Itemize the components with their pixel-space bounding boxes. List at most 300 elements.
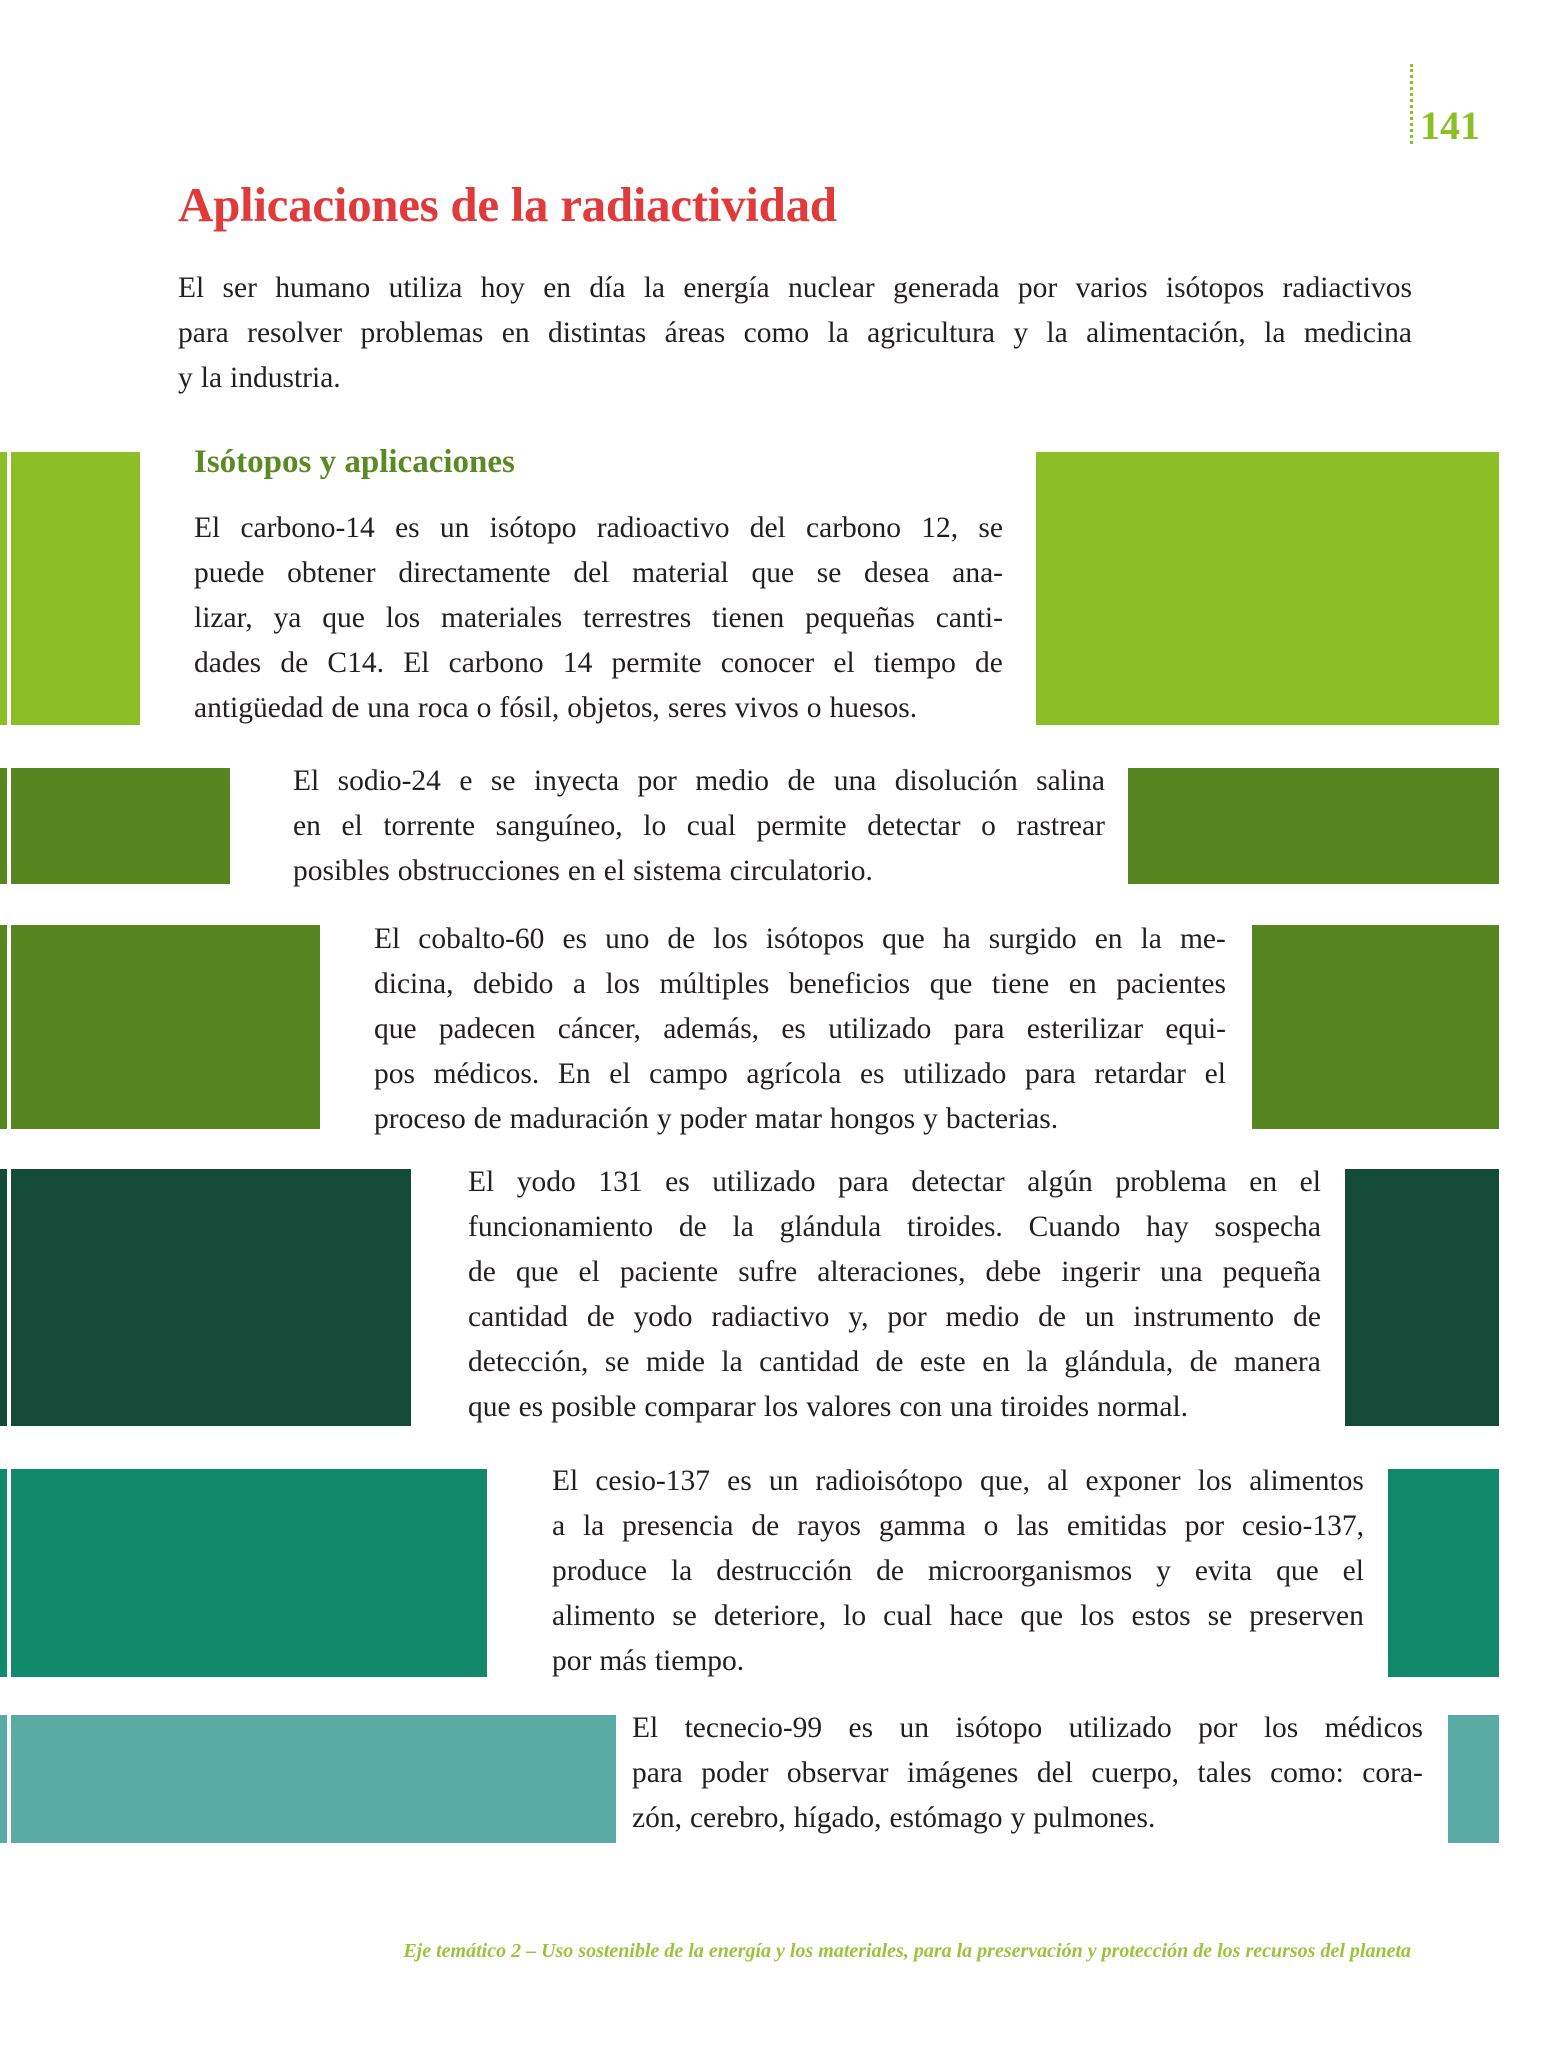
word: lo [643,810,667,842]
word: alteraciones, [817,1256,966,1288]
word: un [768,1465,799,1497]
text-line [468,1385,1321,1430]
word: los [713,923,748,955]
word: el [833,647,855,679]
edge-strip [0,768,7,884]
word: es [665,1166,690,1198]
word: paciente [619,1256,719,1288]
word: permite [756,810,847,842]
word: cobalto-60 [418,923,545,955]
word: rastrear [1016,810,1105,842]
word: el [578,1256,600,1288]
word: estómago [889,1802,1003,1834]
edge-strip [0,452,7,725]
word: la [827,317,849,349]
word: la [200,362,223,394]
word: nuclear [787,272,875,304]
word: pos [374,1058,415,1090]
word: en [1068,968,1097,1000]
word: funcionamiento [468,1211,654,1243]
text-line [194,506,1003,551]
word: hoy [480,272,525,304]
color-block-right [1345,1169,1499,1426]
word: glándula [779,1211,882,1243]
text-line [178,311,1412,356]
word: en [501,317,530,349]
word: obstrucciones [397,855,560,887]
word: permite [611,647,702,679]
word: El [552,1465,579,1497]
word: y [656,1103,672,1135]
word: fósil, [499,692,560,724]
word: huesos. [829,692,918,724]
text-line [468,1250,1321,1295]
word: isótopos [1165,272,1265,304]
color-block-left [11,1469,487,1677]
word: o [476,692,492,724]
text-line [178,356,1412,401]
word: agrícola [746,1058,842,1090]
word: y [923,1103,938,1135]
word: cual [883,1600,933,1632]
text-line [374,1097,1226,1142]
word: radiactivos [1282,272,1412,304]
word: la [670,1555,693,1587]
isotope-paragraph-iodine-131 [468,1160,1321,1430]
word: una [367,692,410,724]
word: por [637,765,677,797]
word: tiene [991,968,1050,1000]
word: por [1017,272,1058,304]
word: pequeña [1222,1256,1321,1288]
word: alimentación, [1086,317,1246,349]
word: detección, [468,1346,589,1378]
isotope-paragraph-technetium-99 [632,1706,1423,1841]
word: por [552,1645,592,1677]
word: por [1198,1712,1238,1744]
word: isótopo [955,1712,1043,1744]
word: un [899,1712,929,1744]
word: pequeñas [805,602,915,634]
word: de [468,1256,496,1288]
word: es [395,512,420,544]
word: generada [893,272,1000,304]
word: medio [945,1301,1020,1333]
word: emitidas [1066,1510,1167,1542]
word: de [875,1346,904,1378]
word: se [978,512,1003,544]
isotope-paragraph-cesium-137 [552,1459,1364,1684]
word: destrucción [716,1555,853,1587]
word: en [1249,1166,1278,1198]
word: la [582,1510,605,1542]
word: estos [1131,1600,1191,1632]
word: problemas [360,317,484,349]
word: es [848,1712,874,1744]
word: zón, [632,1802,682,1834]
page-title: Aplicaciones de la radiactividad [178,177,837,232]
word: alimentos [1249,1465,1364,1497]
word: de [751,1510,780,1542]
word: que, [980,1465,1030,1497]
word: utiliza [388,272,463,304]
word: ingerir [1061,1256,1140,1288]
word: para [178,317,229,349]
text-line [632,1751,1423,1796]
word: tales [1197,1757,1252,1789]
word: disolución [894,765,1018,797]
word: tiroides. [906,1211,1003,1243]
word: o [983,1510,999,1542]
isotope-paragraph-carbon-14 [194,506,1003,731]
word: medio [695,765,770,797]
word: el [603,855,626,887]
page-number-divider [1410,64,1413,144]
isotope-paragraph-sodium-24 [293,759,1105,894]
word: instrumento [1133,1301,1275,1333]
text-line [552,1504,1364,1549]
text-line [632,1706,1423,1751]
word: día [589,272,626,304]
word: una [1159,1256,1203,1288]
word: el [609,1058,631,1090]
word: tienen [712,602,785,634]
word: los [385,602,421,634]
word: inyecta [533,765,620,797]
word: la [1264,317,1286,349]
word: proceso [374,1103,466,1135]
color-block-left [11,925,320,1129]
word: obtener [287,557,376,589]
word: directamente [398,557,551,589]
word: energía [683,272,770,304]
word: por [887,1301,927,1333]
color-block-right [1448,1715,1499,1843]
word: bacterias. [945,1103,1059,1135]
word: cesio-137 [595,1465,711,1497]
word: se [816,557,842,589]
word: de [473,1103,502,1135]
text-line [632,1796,1423,1841]
word: una [949,1391,993,1423]
word: la [732,1211,754,1243]
color-block-right [1252,925,1499,1129]
word: surgido [988,923,1077,955]
word: El [468,1166,495,1198]
word: además, [663,1013,760,1045]
word: y [178,362,193,394]
word: áreas [664,317,726,349]
word: matar [754,1103,822,1135]
text-line [468,1340,1321,1385]
word: tiempo. [654,1645,745,1677]
word: que [751,557,795,589]
word: poder [701,1757,769,1789]
edge-strip [0,1169,7,1426]
word: que [322,602,365,634]
text-line [293,804,1105,849]
word: es [518,1391,544,1423]
word: ser [222,272,257,304]
text-line [552,1459,1364,1504]
color-block-left [11,768,230,884]
word: seres [667,692,727,724]
word: en [293,810,321,842]
word: 12, [921,512,959,544]
color-block-right [1388,1469,1499,1677]
word: distintas [547,317,647,349]
text-line [374,1007,1226,1052]
text-line [552,1549,1364,1594]
word: y [1010,1802,1026,1834]
isotope-paragraph-cobalt-60 [374,917,1226,1142]
word: tiempo [873,647,956,679]
word: lizar, [194,602,253,634]
word: equi- [1165,1013,1226,1045]
word: C14. [327,647,384,679]
word: cáncer, [557,1013,641,1045]
word: puede [194,557,265,589]
word: se [672,1600,697,1632]
color-block-right [1128,768,1499,884]
word: o [981,810,996,842]
color-block-left [11,452,140,725]
word: utilizado [903,1058,1007,1090]
word: un [439,512,470,544]
word: objetos, [567,692,660,724]
word: que [515,1256,559,1288]
word: de [1189,1346,1218,1378]
word: ya [273,602,302,634]
word: carbono [806,512,902,544]
word: glándula, [1064,1346,1174,1378]
word: este [919,1346,966,1378]
word: isótopo [489,512,577,544]
word: se [604,1346,630,1378]
word: tecnecio-99 [684,1712,823,1744]
word: del [749,512,786,544]
word: vivos [734,692,799,724]
word: medicina [1303,317,1412,349]
word: la [1140,923,1162,955]
word: en [1094,923,1123,955]
footer-text: Eje temático 2 – Uso sostenible de la energía y los materiales, para la preservación y protección de los recursos del planeta [403,1940,1411,1962]
word: ana- [952,557,1003,589]
word: y [1156,1555,1171,1587]
word: que [929,968,973,1000]
word: y [1013,317,1029,349]
word: retardar [1094,1058,1187,1090]
word: padecen [438,1013,536,1045]
word: El [178,272,205,304]
word: para [632,1757,683,1789]
word: la [1046,317,1068,349]
word: cantidad [468,1301,568,1333]
page-number: 141 [1420,103,1480,148]
word: torrente [383,810,476,842]
word: del [573,557,610,589]
word: del [1036,1757,1073,1789]
word: debe [985,1256,1042,1288]
word: desea [864,557,930,589]
word: sodio-24 [337,765,441,797]
word: antigüedad [194,692,324,724]
text-line [468,1295,1321,1340]
word: Cuando [1028,1211,1121,1243]
word: detectar [867,810,961,842]
text-line [374,962,1226,1007]
word: material [632,557,729,589]
word: de [1038,1301,1066,1333]
word: de [280,647,309,679]
word: maduración [509,1103,649,1135]
word: los [1080,1600,1115,1632]
word: 14 [562,647,593,679]
word: materiales [441,602,563,634]
word: sistema [633,855,722,887]
word: es [727,1465,752,1497]
word: imágenes [906,1757,1019,1789]
word: observar [786,1757,889,1789]
word: es [781,1013,806,1045]
word: cantidad [759,1346,860,1378]
word: detectar [911,1166,1005,1198]
word: circulatorio. [729,855,873,887]
word: a [572,968,586,1000]
word: dicina, [374,968,454,1000]
word: hace [949,1600,1004,1632]
word: ha [942,923,971,955]
text-line [194,641,1003,686]
edge-strip [0,1715,7,1843]
word: me- [1179,923,1226,955]
edge-strip [0,925,7,1129]
word: la [721,1346,743,1378]
word: al [1047,1465,1069,1497]
word: con [899,1391,942,1423]
word: que [468,1391,511,1423]
word: es [562,923,588,955]
word: los [1263,1712,1299,1744]
word: El [194,512,221,544]
word: el [341,810,363,842]
word: cesio-137, [1241,1510,1364,1542]
word: el [1299,1166,1321,1198]
word: cora- [1362,1757,1423,1789]
word: alimento [552,1600,656,1632]
word: que [1276,1555,1319,1587]
word: se [1207,1600,1233,1632]
word: como: [1270,1757,1344,1789]
word: las [1016,1510,1050,1542]
text-line [552,1639,1364,1684]
text-line [194,686,1003,731]
word: radioisótopo [815,1465,963,1497]
text-line [468,1160,1321,1205]
word: poder [679,1103,747,1135]
word: produce [552,1555,648,1587]
word: el [1204,1058,1226,1090]
word: isótopos [765,923,865,955]
word: el [1342,1555,1364,1587]
color-block-left [11,1715,616,1843]
word: conocer [720,647,815,679]
word: los [763,1391,799,1423]
word: terrestres [583,602,692,634]
word: exponer [1085,1465,1181,1497]
word: como [743,317,810,349]
word: de [667,923,696,955]
word: roca [417,692,469,724]
word: esterilizar [1026,1013,1144,1045]
word: de [678,1211,707,1243]
word: una [833,765,877,797]
word: salina [1036,765,1105,797]
word: en [543,272,572,304]
text-line [293,849,1105,894]
word: uno [605,923,650,955]
word: evita [1194,1555,1253,1587]
word: utilizado [712,1166,816,1198]
word: hígado, [793,1802,882,1834]
word: manera [1234,1346,1321,1378]
word: los [1197,1465,1233,1497]
word: cuerpo, [1091,1757,1180,1789]
word: los [605,968,640,1000]
text-line [194,596,1003,641]
word: posible [551,1391,637,1423]
word: radioactivo [596,512,730,544]
word: de [331,692,360,724]
word: un [1084,1301,1115,1333]
word: microorganismos [927,1555,1133,1587]
word: El [632,1712,659,1744]
text-line [194,551,1003,596]
word: pacientes [1116,968,1226,1000]
color-block-left [11,1169,411,1426]
text-line [374,917,1226,962]
word: preserven [1249,1600,1364,1632]
word: que [882,923,925,955]
word: la [643,272,666,304]
word: sufre [738,1256,798,1288]
word: la [1026,1346,1048,1378]
word: carbono [448,647,544,679]
word: en [567,855,596,887]
word: cerebro, [689,1802,786,1834]
word: gamma [878,1510,966,1542]
word: beneficios [788,968,911,1000]
word: algún [1027,1166,1093,1198]
word: dades [194,647,262,679]
word: deteriore, [713,1600,827,1632]
word: utilizado [828,1013,932,1045]
word: campo [649,1058,728,1090]
word: El [293,765,320,797]
word: e [459,765,473,797]
word: hongos [829,1103,916,1135]
word: En [557,1058,591,1090]
word: para [838,1166,889,1198]
word: para [953,1013,1005,1045]
word: más [599,1645,647,1677]
word: y, [848,1301,869,1333]
word: múltiples [659,968,770,1000]
word: agricultura [867,317,995,349]
text-line [293,759,1105,804]
word: a [552,1510,566,1542]
word: canti- [935,602,1003,634]
